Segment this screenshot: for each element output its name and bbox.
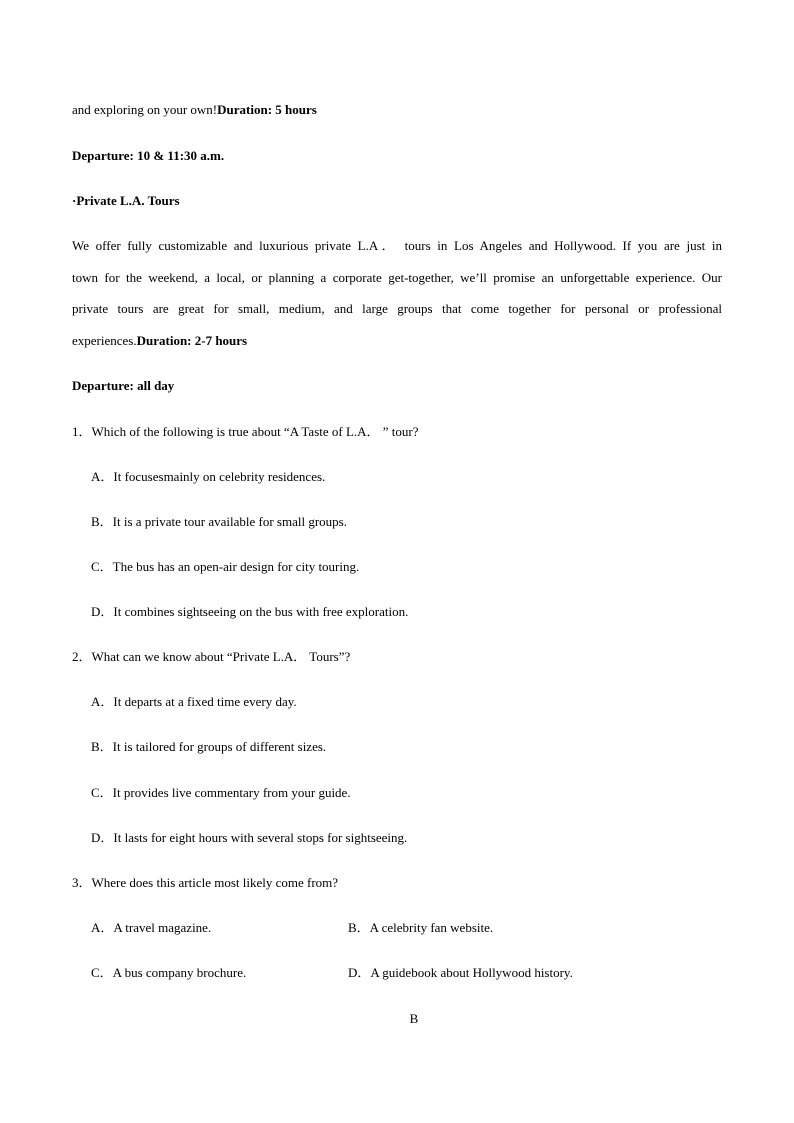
paragraph-line-4 (72, 332, 247, 350)
question-1-option-a: A．It focusesmainly on celebrity residences. (91, 469, 326, 484)
private-tours-heading: ·Private L.A. Tours (72, 193, 180, 208)
question-1-option-c: C．The bus has an open-air design for city touring. (91, 559, 360, 574)
paragraph-last-text: experiences. (72, 333, 137, 348)
question-1-stem: 1．Which of the following is true about “A Taste of L.A． ” tour? (72, 424, 419, 439)
question-3-option-a: A．A travel magazine. (91, 920, 212, 935)
question-3-option-d: D．A guidebook about Hollywood history. (348, 965, 573, 980)
question-2-option-a: A．It departs at a fixed time every day. (91, 694, 297, 709)
question-2-option-b: B．It is tailored for groups of different sizes. (91, 739, 327, 754)
paragraph-line-1: We offer fully customizable and luxurious private L.A． tours in Los Angeles and Hollywood. If you are just in (72, 238, 722, 253)
section-label: B (409, 1011, 419, 1026)
question-3-option-c: C．A bus company brochure. (91, 965, 247, 980)
duration-5-hours: Duration: 5 hours (217, 102, 317, 117)
departure-all-day: Departure: all day (72, 378, 175, 393)
question-1-option-b: B．It is a private tour available for small groups. (91, 514, 347, 529)
question-2-option-d: D．It lasts for eight hours with several stops for sightseeing. (91, 830, 408, 845)
question-2-option-c: C．It provides live commentary from your guide. (91, 785, 351, 800)
question-2-stem: 2．What can we know about “Private L.A． Tours”? (72, 649, 351, 664)
intro-line (72, 101, 317, 119)
question-3-option-b: B．A celebrity fan website. (348, 920, 494, 935)
departure-times: Departure: 10 & 11:30 a.m. (72, 148, 225, 163)
duration-2-7-hours: Duration: 2-7 hours (136, 333, 248, 348)
question-1-option-d: D．It combines sightseeing on the bus with free exploration. (91, 604, 409, 619)
paragraph-line-2: town for the weekend, a local, or planning a corporate get-together, we’ll promise an unforgettable experience. Our (72, 270, 722, 285)
intro-text: and exploring on your own! (72, 102, 218, 117)
question-3-stem: 3．Where does this article most likely come from? (72, 875, 339, 890)
paragraph-line-3: private tours are great for small, medium, and large groups that come together for personal or professional (72, 301, 722, 316)
